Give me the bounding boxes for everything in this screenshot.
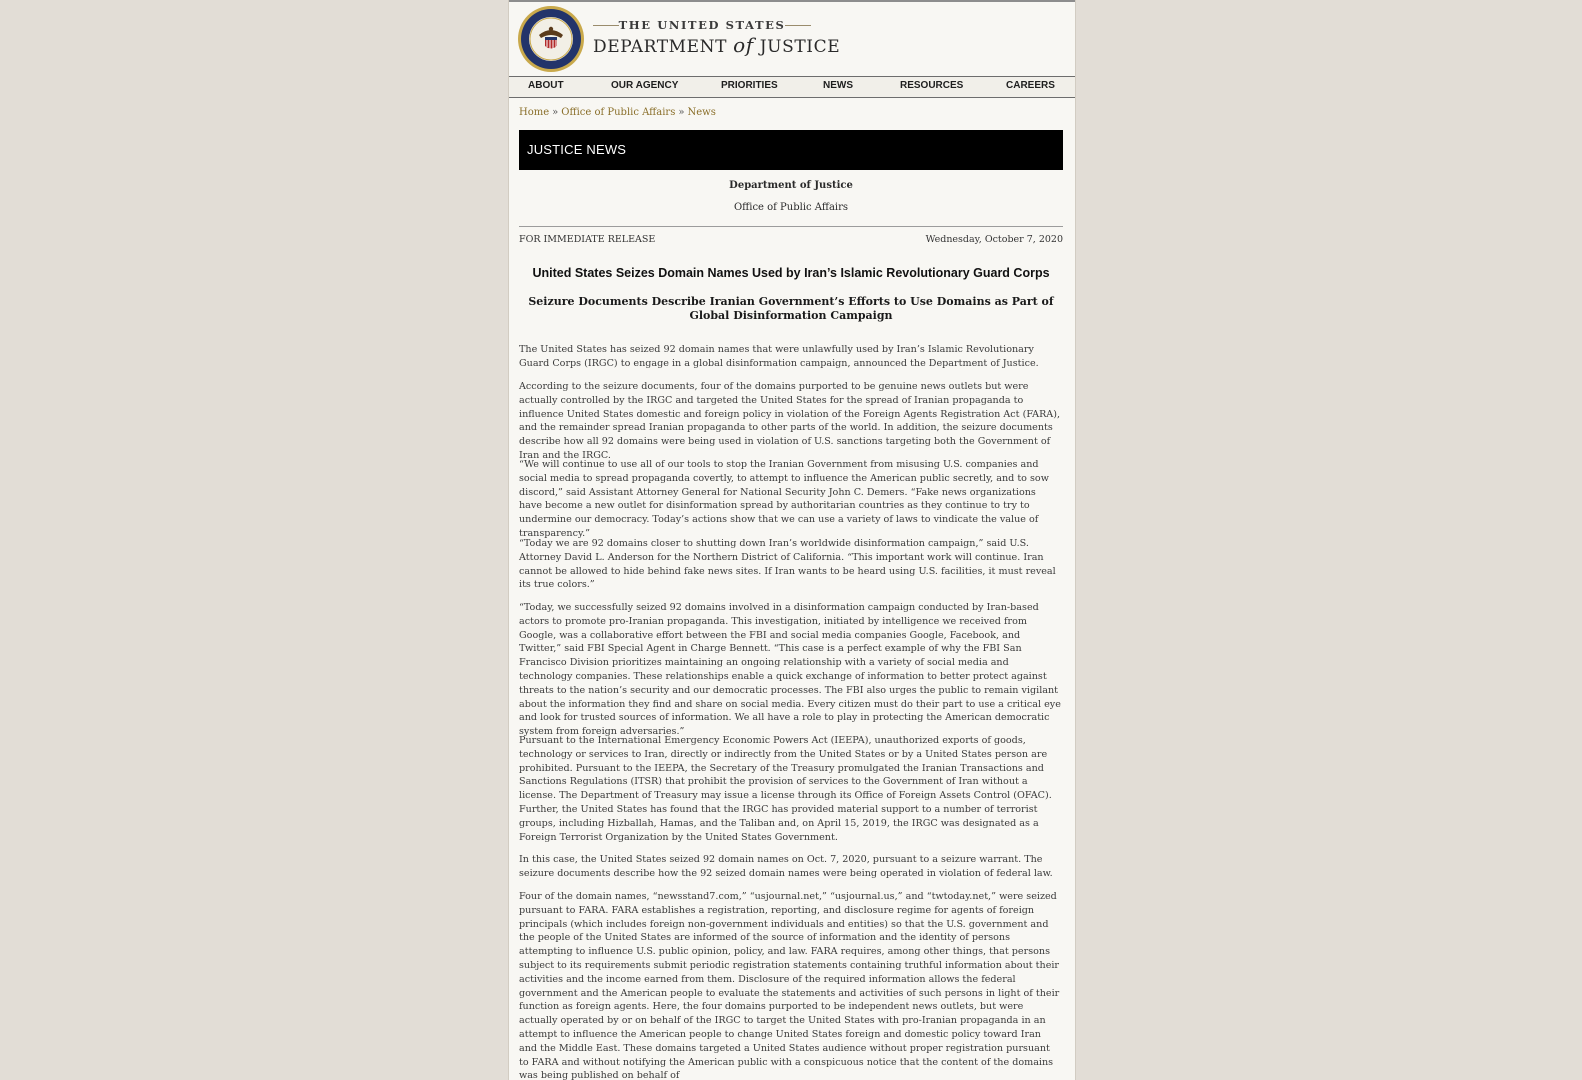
main-nav [509,76,1075,98]
justice-news-banner [519,130,1063,170]
release-divider [519,226,1063,227]
article-paragraph: The United States has seized 92 domain names that were unlawfully used by Iran’s Islamic Revolutionary Guard Corps (IRGC) to engage in a global disinformation campaign, announced the Department of Justice. [519,344,1039,369]
breadcrumb-home[interactable]: Home [519,107,550,118]
article-paragraph: “Today, we successfully seized 92 domains involved in a disinformation campaign conducted by Iran-based actors to promote pro-Iranian propaganda. This investigation, initiated by intelligence we received from Google, was a collaborative effort between the FBI and social media companies Google, Facebook, and Twitter,” said FBI Special Agent in Charge Bennett. “This case is a perfect example of why the FBI San Francisco Division prioritizes maintaining an ongoing relationship with a variety of social media and technology companies. These relationships enable a quick exchange of information to better protect against threats to the nation’s security and our democratic processes. The FBI also urges the public to remain vigilant about the information they find and share on social media. Every citizen must do their part to use a critical eye and look for trusted sources of information. We all have a role to play in protecting the American democratic system from foreign adversaries.” [519,602,1061,738]
nav-item-about[interactable]: ABOUT [528,80,564,91]
article-paragraph: Four of the domain names, “newsstand7.com,” “usjournal.net,” “usjournal.us,” and “twtoday.net,” were seized pursuant to FARA. FARA establishes a registration, reporting, and disclosure regime for agents of foreign principals (which includes foreign non-government individuals and entities) so that the U.S. government and the people of the United States are informed of the source of information and the identity of persons attempting to influence U.S. public opinion, policy, and law. FARA requires, among other things, that persons subject to its requirements submit periodic registration statements containing truthful information about their activities and the income earned from them. Disclosure of the required information allows the federal government and the American people to evaluate the statements and activities of such persons in light of their function as foreign agents. Here, the four domains purported to be independent news outlets, but were actually operated by or on behalf of the IRGC to target the United States with pro-Iranian propaganda in an attempt to influence the American people to change United States foreign and domestic policy toward Iran and the Middle East. These domains targeted a United States audience without proper registration pursuant to FARA and without notifying the American public with a conspicuous notice that the content of the domains was being published on behalf of [519,891,1060,1080]
nav-item-careers[interactable]: CAREERS [1006,80,1055,91]
department-line: Department of Justice [729,180,853,191]
banner-title: JUSTICE NEWS [527,142,627,157]
article-paragraph: “Today we are 92 domains closer to shutting down Iran’s worldwide disinformation campaign,” said U.S. Attorney David L. Anderson for the Northern District of California. “This important work will continue. Iran cannot be allowed to hide behind fake news sites. If Iran wants to be heard using U.S. facilities, it must reveal its true colors.” [519,538,1056,591]
breadcrumb-separator: » [552,107,559,118]
breadcrumb-office-of-public-affairs[interactable]: Office of Public Affairs [561,107,676,118]
nav-item-priorities[interactable]: PRIORITIES [721,80,778,91]
article-paragraph: “We will continue to use all of our tools to stop the Iranian Government from misusing U.S. companies and social media to spread propaganda covertly, to attempt to influence the American public secretly, and to sow discord,” said Assistant Attorney General for National Security John C. Demers. “Fake news organizations have become a new outlet for disinformation spread by authoritarian countries as they continue to try to undermine our democracy. Today’s actions show that we can use a variety of laws to vindicate the value of transparency.” [519,459,1049,539]
wordmark-line2 [593,33,841,57]
wordmark-department: DEPARTMENT [593,37,728,57]
site-header [509,2,1075,76]
breadcrumb-news[interactable]: News [687,107,716,118]
breadcrumb-separator: » [678,107,685,118]
release-date: Wednesday, October 7, 2020 [925,234,1063,245]
article-paragraph: According to the seizure documents, four of the domains purported to be genuine news outlets but were actually controlled by the IRGC and targeted the United States for the spread of Iranian propaganda to influence United States domestic and foreign policy in violation of the Foreign Agents Registration Act (FARA), and the remainder spread Iranian propaganda to other parts of the world. In addition, the seizure documents describe how all 92 domains were being used in violation of U.S. sanctions targeting both the Government of Iran and the IRGC. [519,381,1061,461]
wordmark-line1: THE UNITED STATES [618,18,786,32]
nav-item-our-agency[interactable]: OUR AGENCY [611,80,679,91]
office-line: Office of Public Affairs [733,202,849,213]
nav-item-news[interactable]: NEWS [823,80,853,91]
wordmark-rule-right [785,25,811,26]
article-paragraph: In this case, the United States seized 92 domain names on Oct. 7, 2020, pursuant to a seizure warrant. The seizure documents describe how the 92 seized domain names were being operated in violation of federal law. [519,854,1053,879]
nav-item-resources[interactable]: RESOURCES [900,80,964,91]
wordmark-justice: JUSTICE [759,37,841,57]
doj-wordmark[interactable] [593,16,841,58]
page-content [508,0,1076,1080]
article-headline: United States Seizes Domain Names Used by Iran’s Islamic Revolutionary Guard Corps [532,266,1050,280]
release-label: FOR IMMEDIATE RELEASE [519,234,656,245]
doj-seal-icon[interactable] [517,5,585,73]
article-subheadline: Seizure Documents Describe Iranian Government’s Efforts to Use Domains as Part of Global Disinformation Campaign [528,295,1054,322]
wordmark-of: of [733,33,754,57]
breadcrumb [519,107,716,118]
article-paragraph: Pursuant to the International Emergency Economic Powers Act (IEEPA), unauthorized exports of goods, technology or services to Iran, directly or indirectly from the United States or by a United States person are prohibited. Pursuant to the IEEPA, the Secretary of the Treasury promulgated the Iranian Transactions and Sanctions Regulations (ITSR) that prohibit the provision of services to the Government of Iran without a license. The Department of Treasury may issue a license through its Office of Foreign Assets Control (OFAC). Further, the United States has found that the IRGC has provided material support to a number of terrorist groups, including Hizballah, Hamas, and the Taliban and, on April 15, 2019, the IRGC was designated as a Foreign Terrorist Organization by the United States Government. [519,735,1052,843]
